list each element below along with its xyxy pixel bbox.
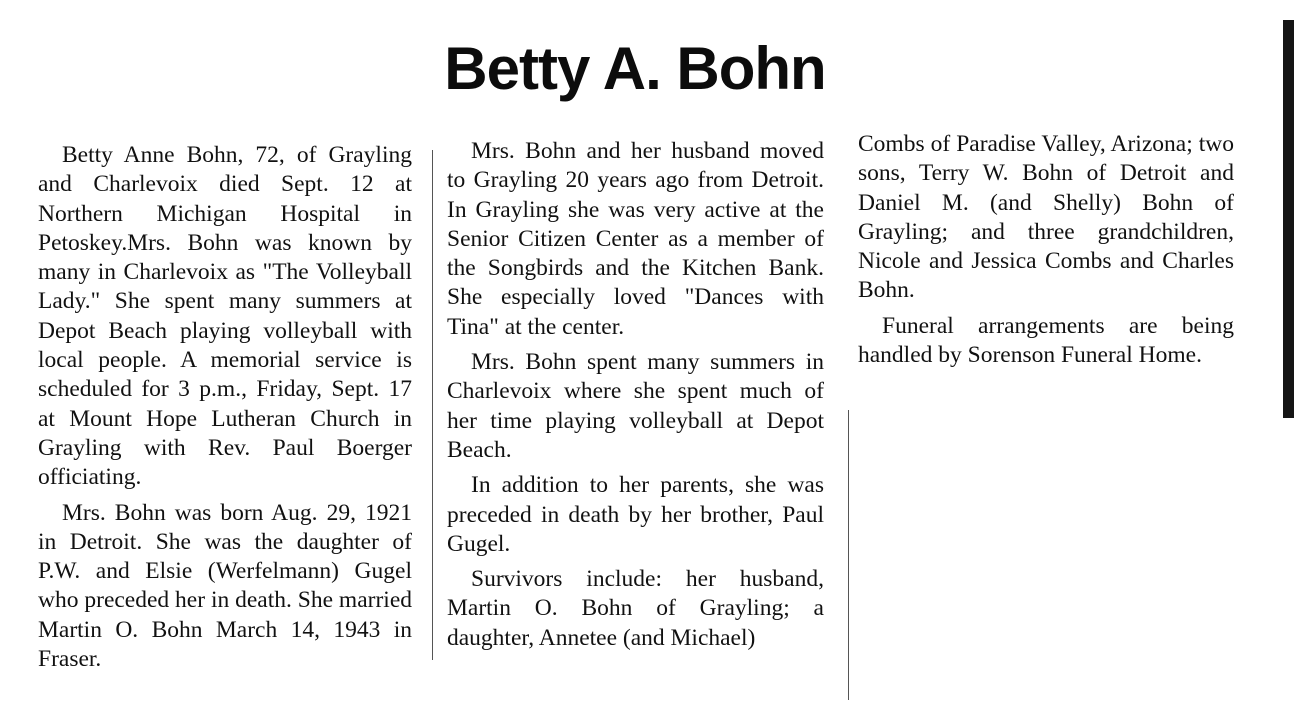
scan-edge-bar [1283,20,1294,418]
column-1 [38,141,412,680]
column-3 [858,130,1234,376]
column-divider [848,410,849,700]
paragraph: Betty Anne Bohn, 72, of Grayling and Charlevoix died Sept. 12 at Northern Michigan Hospital in Petoskey.Mrs. Bohn was known by many in Charlevoix as "The Volleyball Lady." She spent many summers at Depot Beach playing volleyball with local people. A memorial service is scheduled for 3 p.m., Friday, Sept. 17 at Mount Hope Lutheran Church in Grayling with Rev. Paul Boerger officiating. [38,142,412,491]
paragraph: Survivors include: her husband, Martin O. Bohn of Grayling; a daughter, Annetee (and Michael) [447,566,824,651]
paragraph: In addition to her parents, she was preceded in death by her brother, Paul Gugel. [447,472,824,557]
paragraph: Funeral arrangements are being handled by Sorenson Funeral Home. [858,312,1234,369]
paragraph: Mrs. Bohn was born Aug. 29, 1921 in Detroit. She was the daughter of P.W. and Elsie (Werfelmann) Gugel who preceded her in death. She married Martin O. Bohn March 14, 1943 in Fraser. [38,499,412,673]
headline: Betty A. Bohn [444,35,826,102]
column-2 [447,137,824,659]
paragraph: Combs of Paradise Valley, Arizona; two sons, Terry W. Bohn of Detroit and Daniel M. (and Shelly) Bohn of Grayling; and three grandchildren, Nicole and Jessica Combs and Charles Bohn. [858,131,1234,304]
paragraph: Mrs. Bohn and her husband moved to Grayling 20 years ago from Detroit. In Grayling she was very active at the Senior Citizen Center as a member of the Songbirds and the Kitchen Bank. She especially loved "Dances with Tina" at the center. [447,138,824,340]
paragraph: Mrs. Bohn spent many summers in Charlevoix where she spent much of her time playing volleyball at Depot Beach. [447,349,824,463]
column-divider [432,150,433,660]
